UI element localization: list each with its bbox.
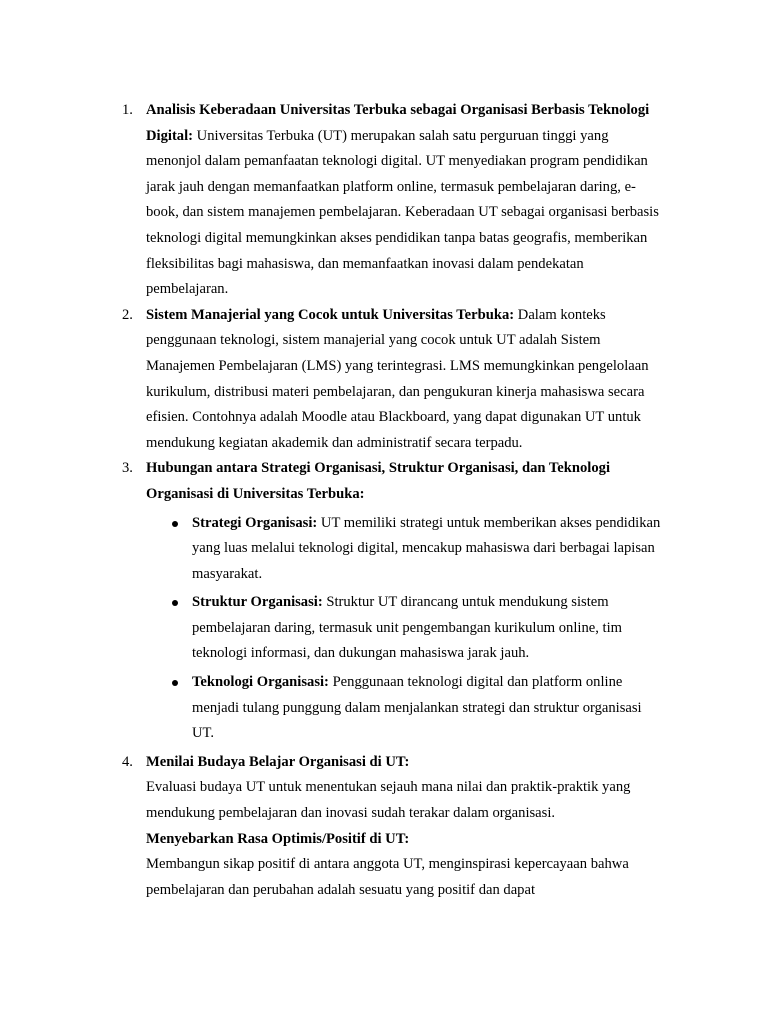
list-item-4	[122, 750, 666, 904]
list-item-1	[122, 98, 666, 303]
bullet-title: Teknologi Organisasi:	[192, 674, 329, 691]
bullet-item-teknologi	[146, 670, 666, 747]
bullet-icon	[172, 680, 178, 686]
bullet-icon	[172, 600, 178, 606]
list-item-2	[122, 303, 666, 457]
list-number: 2.	[122, 306, 133, 323]
bullet-text: UT memiliki strategi untuk memberikan akses pendidikan yang luas melalui teknologi digital, mencakup mahasiswa dari berbagai lapisan masyarakat.	[192, 514, 661, 582]
bullet-text: Penggunaan teknologi digital dan platform online menjadi tulang punggung dalam menjalankan strategi dan struktur organisasi UT.	[192, 674, 642, 742]
item-text: Dalam konteks penggunaan teknologi, sistem manajerial yang cocok untuk UT adalah Sistem Manajemen Pembelajaran (LMS) yang terintegrasi. LMS memungkinkan pengelolaan kurikulum, distribusi materi pembelajaran, dan pengukuran kinerja mahasiswa secara efisien. Contohnya adalah Moodle atau Blackboard, yang dapat digunakan UT untuk mendukung kegiatan akademik dan administratif secara terpadu.	[146, 306, 649, 451]
item-text: Evaluasi budaya UT untuk menentukan sejauh mana nilai dan praktik-praktik yang mendukung pembelajaran dan inovasi sudah terakar dalam organisasi.	[146, 779, 631, 822]
item-title: Menilai Budaya Belajar Organisasi di UT:	[146, 753, 410, 770]
document-body	[122, 98, 666, 903]
bullet-text: Struktur UT dirancang untuk mendukung sistem pembelajaran daring, termasuk unit pengembangan kurikulum online, tim teknologi informasi, dan dukungan mahasiswa jarak jauh.	[192, 594, 622, 662]
bullet-item-struktur	[146, 590, 666, 667]
bullet-item-strategi	[146, 511, 666, 588]
bullet-list	[146, 511, 666, 747]
list-item-3	[122, 456, 666, 747]
item-title: Analisis Keberadaan Universitas Terbuka sebagai Organisasi Berbasis Teknologi Digital:	[146, 102, 650, 144]
item-text: Universitas Terbuka (UT) merupakan salah satu perguruan tinggi yang menonjol dalam pemanfaatan teknologi digital. UT menyediakan program pendidikan jarak jauh dengan memanfaatkan platform online, termasuk pembelajaran daring, e-book, dan sistem manajemen pembelajaran. Keberadaan UT sebagai organisasi berbasis teknologi digital memungkinkan akses pendidikan tanpa batas geografis, memberikan fleksibilitas bagi mahasiswa, dan memanfaatkan inovasi dalam pendekatan pembelajaran.	[146, 127, 659, 298]
item-subtitle: Menyebarkan Rasa Optimis/Positif di UT:	[146, 830, 410, 847]
bullet-icon	[172, 521, 178, 527]
item-title: Sistem Manajerial yang Cocok untuk Universitas Terbuka:	[146, 306, 515, 323]
item-title: Hubungan antara Strategi Organisasi, Struktur Organisasi, dan Teknologi Organisasi di Universitas Terbuka:	[146, 460, 610, 502]
list-number: 3.	[122, 460, 133, 477]
list-number: 4.	[122, 753, 133, 770]
list-number: 1.	[122, 102, 133, 118]
bullet-title: Struktur Organisasi:	[192, 594, 323, 611]
item-subtext: Membangun sikap positif di antara anggota UT, menginspirasi kepercayaan bahwa pembelajaran dan perubahan adalah sesuatu yang positif dan dapat	[146, 856, 629, 898]
bullet-title: Strategi Organisasi:	[192, 514, 318, 531]
